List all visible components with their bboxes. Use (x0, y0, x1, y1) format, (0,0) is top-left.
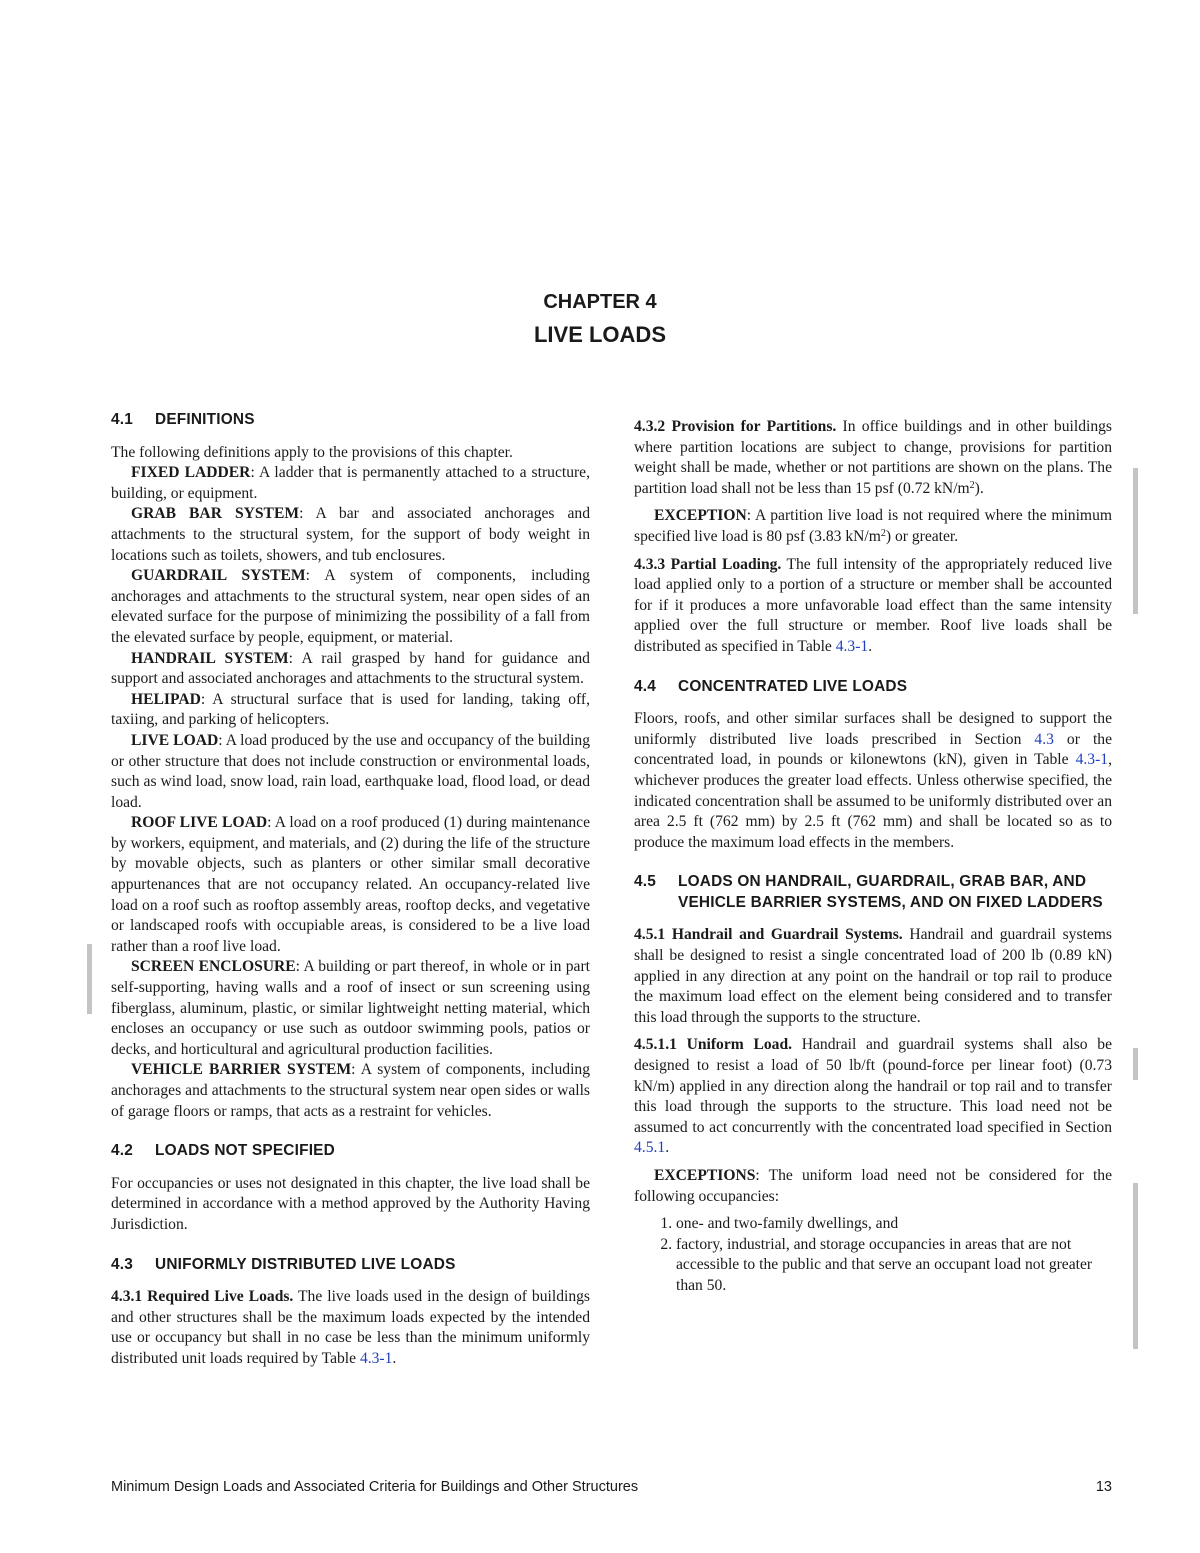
definition-item: FIXED LADDER: A ladder that is permanently attached to a structure, building, or equipment. (111, 464, 591, 502)
section-ref-link[interactable]: 4.3 (1034, 730, 1054, 748)
section-heading-4-5: 4.5 LOADS ON HANDRAIL, GUARDRAIL, GRAB BAR, AND VEHICLE BARRIER SYSTEMS, AND ON FIXED LADDERS (634, 873, 1103, 911)
section-4-3-1: 4.3.1 Required Live Loads. The live loads used in the design of buildings and other structures shall be the maximum loads expected by the intended use or occupancy but shall in no case be less than the minimum uniformly distributed unit loads required by Table 4.3-1. (111, 1288, 590, 1367)
right-column (634, 410, 1112, 1297)
definition-item: GRAB BAR SYSTEM: A bar and associated anchorages and attachments to the structural system, for the support of body weight in locations such as toilets, showers, and tub enclosures. (111, 505, 591, 564)
section-4-5-1-1: 4.5.1.1 Uniform Load. Handrail and guardrail systems shall also be designed to resist a load of 50 lb/ft (pound-force per linear foot) (0.73 kN/m) applied in any direction along the handrail or top rail and to transfer this load through the supports to the structure. This load need not be assumed to act concurrently with the concentrated load specified in Section 4.5.1. (634, 1036, 1112, 1157)
table-ref-link[interactable]: 4.3-1 (359, 1349, 393, 1367)
section-heading-4-3: 4.3 UNIFORMLY DISTRIBUTED LIVE LOADS (111, 1255, 456, 1273)
definitions-intro: The following definitions apply to the provisions of this chapter. (111, 443, 513, 461)
definition-item: GUARDRAIL SYSTEM: A system of components, including anchorages and attachments to the structural system, near open sides of an elevated surface for the purpose of minimizing the possibility of a fall from the elevated surface by people, equipment, or material. (111, 567, 590, 646)
section-4-3-2: 4.3.2 Provision for Partitions. In office buildings and in other buildings where partition locations are subject to change, provisions for partition weight shall be made, whether or not partitions are shown on the plans. The partition load shall not be less than 15 psf (0.72 $kN/m^2$). (634, 418, 1112, 497)
definition-item: SCREEN ENCLOSURE: A building or part thereof, in whole or in part self-supporting, having walls and a roof of insect or sun screening using fiberglass, aluminum, plastic, or similar lightweight netting material, which encloses an occupancy or use such as outdoor swimming pools, patios or decks, and horticultural and agricultural production facilities. (111, 958, 590, 1058)
list-item: 2. factory, industrial, and storage occupancies in areas that are not accessible to the public and that serve an occupant load not greater than 50. (676, 1235, 1112, 1297)
change-bar (1133, 1048, 1138, 1080)
footer-title: Minimum Design Loads and Associated Criteria for Buildings and Other Structures (111, 1479, 639, 1495)
definition-item: ROOF LIVE LOAD: A load on a roof produced (1) during maintenance by workers, equipment, and materials, and (2) during the life of the structure by movable objects, such as planters or other similar small decorative appurtenances that are not occupancy related. An occupancy-related live load on a roof such as rooftop assembly areas, rooftop decks, and vegetative or landscaped roofs with occupiable areas, is considered to be a live load rather than a roof live load. (111, 814, 590, 955)
definition-item: HANDRAIL SYSTEM: A rail grasped by hand for guidance and support and associated anchorages and attachments to the structural system. (111, 649, 590, 688)
page-number: 13 (1095, 1479, 1112, 1495)
exception-4-3-2: EXCEPTION: A partition live load is not required where the minimum specified live load is 80 psf (3.83 $kN/m^2$) or greater. (634, 507, 1112, 545)
section-4-2-text: For occupancies or uses not designated in this chapter, the live load shall be determined in accordance with a method approved by the Authority Having Jurisdiction. (111, 1174, 590, 1233)
change-bar (1133, 468, 1138, 614)
exceptions-list (634, 1214, 1112, 1296)
list-item: 1. one- and two-family dwellings, and (676, 1214, 1112, 1235)
table-ref-link[interactable]: 4.3-1 (835, 637, 869, 655)
section-4-4-text: Floors, roofs, and other similar surfaces shall be designed to support the uniformly distributed live loads prescribed in Section 4.3 or the concentrated load, in pounds or kilonewtons (kN), given in Table 4.3-1, whichever produces the greater load effects. Unless otherwise specified, the indicated concentration shall be assumed to be uniformly distributed over an area 2.5 ft (762 mm) by 2.5 ft (762 mm) and shall be located so as to produce the maximum load effects in the members. (634, 710, 1113, 851)
chapter-title: LIVE LOADS (533, 322, 666, 347)
section-ref-link[interactable]: 4.5.1 (634, 1139, 666, 1157)
section-4-5-1: 4.5.1 Handrail and Guardrail Systems. Handrail and guardrail systems shall be designed to resist a single concentrated load of 200 lb (0.89 kN) applied in any direction at any point on the handrail or top rail to produce the maximum load effect on the element being considered and to transfer this load through the supports to the structure. (634, 926, 1112, 1026)
page-footer (111, 1479, 1112, 1495)
chapter-number: CHAPTER 4 (543, 291, 657, 313)
exceptions-4-5-1-1: EXCEPTIONS: The uniform load need not be considered for the following occupancies: (634, 1167, 1112, 1205)
change-bar (87, 944, 92, 1014)
definition-item: VEHICLE BARRIER SYSTEM: A system of components, including anchorages and attachments to the structural system near open sides or walls of garage floors or ramps, that acts as a restraint for vehicles. (111, 1061, 590, 1120)
table-ref-link[interactable]: 4.3-1 (1075, 751, 1109, 769)
section-4-3-3: 4.3.3 Partial Loading. The full intensity of the appropriately reduced live load applied only to a portion of a structure or member shall be accounted for if it produces a more unfavorable load effect than the same intensity applied over the full structure or member. Roof live loads shall be distributed as specified in Table 4.3-1. (634, 555, 1113, 655)
section-heading-4-2: 4.2 LOADS NOT SPECIFIED (111, 1142, 335, 1160)
definition-item: HELIPAD: A structural surface that is used for landing, taking off, taxiing, and parking of helicopters. (111, 690, 590, 729)
change-bar (1133, 1183, 1138, 1349)
definition-item: LIVE LOAD: A load produced by the use and occupancy of the building or other structure that does not include construction or environmental loads, such as wind load, snow load, rain load, earthquake load, flood load, or dead load. (111, 731, 590, 811)
left-column (111, 410, 590, 1370)
section-heading-4-4: 4.4 CONCENTRATED LIVE LOADS (634, 677, 908, 695)
section-heading-4-1: 4.1 DEFINITIONS (111, 411, 255, 428)
